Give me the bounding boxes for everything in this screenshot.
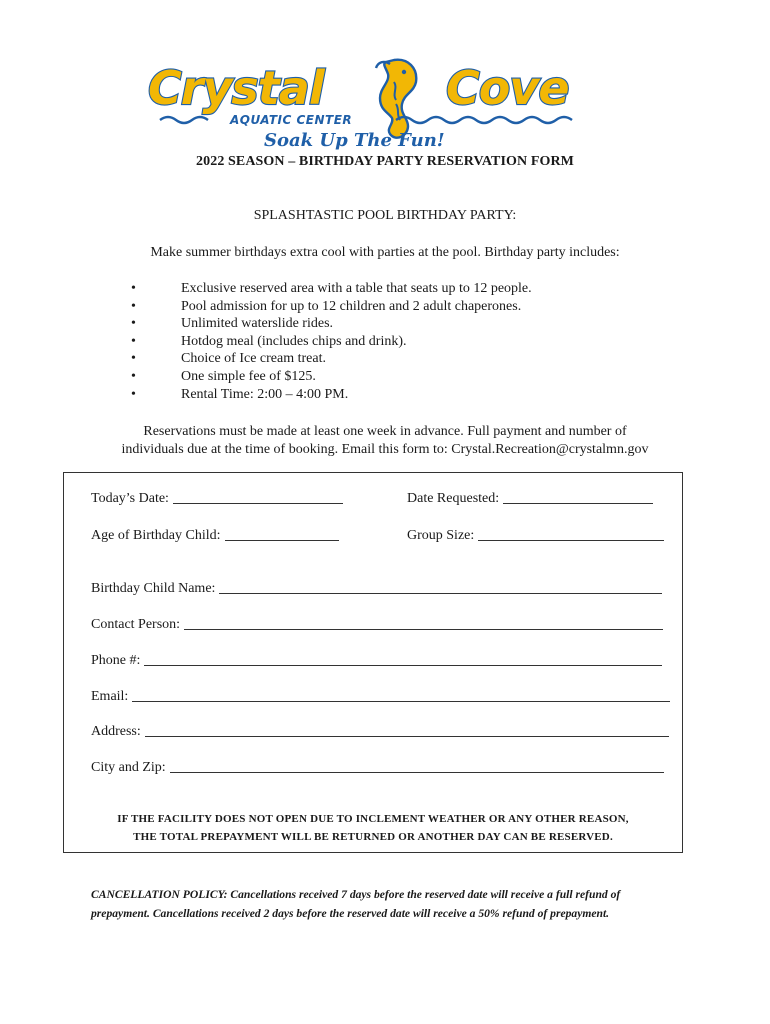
- warning-line: THE TOTAL PREPAYMENT WILL BE RETURNED OR ANOTHER DAY CAN BE RESERVED.: [133, 831, 613, 843]
- list-item-text: Exclusive reserved area with a table that seats up to 12 people.: [181, 281, 532, 296]
- warning-line: IF THE FACILITY DOES NOT OPEN DUE TO INCLEMENT WEATHER OR ANY OTHER REASON,: [117, 813, 629, 825]
- address-label: Address:: [91, 724, 141, 739]
- bullet: •: [131, 281, 136, 296]
- date-requested-field[interactable]: [407, 491, 653, 507]
- email-field[interactable]: [91, 689, 670, 705]
- policy-line: CANCELLATION POLICY: Cancellations received 7 days before the reserved date will receive a full refund of: [91, 888, 621, 901]
- bullet: •: [131, 333, 136, 349]
- logo-wave-right: [396, 117, 572, 123]
- todays-date-line[interactable]: [173, 502, 343, 504]
- list-item: [131, 333, 532, 351]
- logo-word-right: Cove: [446, 61, 569, 115]
- phone-field[interactable]: [91, 653, 662, 669]
- list-item: [131, 386, 532, 404]
- group-size-label: Group Size:: [407, 528, 475, 543]
- bullet: •: [131, 298, 136, 314]
- contact-person-label: Contact Person:: [91, 617, 181, 632]
- notice-line: Reservations must be made at least one week in advance. Full payment and number of: [143, 424, 627, 439]
- cancellation-policy: [91, 885, 691, 923]
- bullet: •: [131, 316, 136, 332]
- todays-date-field[interactable]: [91, 491, 343, 507]
- list-item: [131, 315, 532, 333]
- party-intro: Make summer birthdays extra cool with parties at the pool. Birthday party includes:: [150, 245, 620, 260]
- list-item: [131, 280, 532, 298]
- logo-tagline: Soak Up The Fun!: [264, 130, 445, 151]
- child-name-field[interactable]: [91, 581, 662, 597]
- list-item-text: Hotdog meal (includes chips and drink).: [181, 333, 407, 349]
- city-zip-label: City and Zip:: [91, 760, 166, 775]
- list-item-text: Choice of Ice cream treat.: [181, 351, 326, 367]
- phone-line[interactable]: [144, 664, 662, 666]
- phone-label: Phone #:: [91, 653, 141, 668]
- contact-person-field[interactable]: [91, 617, 663, 633]
- logo-subtitle: AQUATIC CENTER: [230, 113, 353, 127]
- logo-word-left: Crystal: [148, 61, 324, 115]
- list-item-text: Unlimited waterslide rides.: [181, 316, 334, 332]
- weather-warning: [63, 810, 683, 846]
- crystal-cove-logo: [146, 52, 602, 152]
- includes-list: [131, 280, 532, 403]
- reservation-notice: [0, 423, 770, 459]
- list-item-text: One simple fee of $125.: [181, 368, 316, 384]
- city-zip-field[interactable]: [91, 760, 664, 776]
- todays-date-label: Today’s Date:: [91, 491, 169, 506]
- address-line[interactable]: [145, 735, 669, 737]
- email-line[interactable]: [132, 700, 670, 702]
- group-size-line[interactable]: [478, 539, 664, 541]
- list-item: [131, 298, 532, 316]
- form-title: 2022 SEASON – BIRTHDAY PARTY RESERVATION FORM: [196, 154, 574, 169]
- list-item: [131, 368, 532, 386]
- child-name-line[interactable]: [219, 592, 662, 594]
- list-item-text: Rental Time: 2:00 – 4:00 PM.: [181, 386, 349, 402]
- age-field[interactable]: [91, 528, 339, 544]
- date-requested-line[interactable]: [503, 502, 653, 504]
- contact-person-line[interactable]: [184, 628, 663, 630]
- seahorse-icon: [376, 60, 416, 138]
- bullet: •: [131, 368, 136, 384]
- date-requested-label: Date Requested:: [407, 491, 500, 506]
- party-subhead: SPLASHTASTIC POOL BIRTHDAY PARTY:: [253, 208, 517, 223]
- email-label: Email:: [91, 689, 129, 704]
- address-field[interactable]: [91, 724, 669, 740]
- bullet: •: [131, 386, 136, 402]
- age-label: Age of Birthday Child:: [91, 528, 221, 543]
- policy-line: prepayment. Cancellations received 2 days before the reserved date will receive a 50% refund of prepayment.: [91, 907, 610, 920]
- age-line[interactable]: [225, 539, 339, 541]
- list-item-text: Pool admission for up to 12 children and 2 adult chaperones.: [181, 298, 522, 314]
- notice-line: individuals due at the time of booking. Email this form to: Crystal.Recreation@crystalmn.gov: [121, 442, 649, 457]
- child-name-label: Birthday Child Name:: [91, 581, 216, 596]
- group-size-field[interactable]: [407, 528, 664, 544]
- city-zip-line[interactable]: [170, 771, 664, 773]
- logo-wave-left: [160, 117, 208, 123]
- bullet: •: [131, 351, 136, 367]
- list-item: [131, 350, 532, 368]
